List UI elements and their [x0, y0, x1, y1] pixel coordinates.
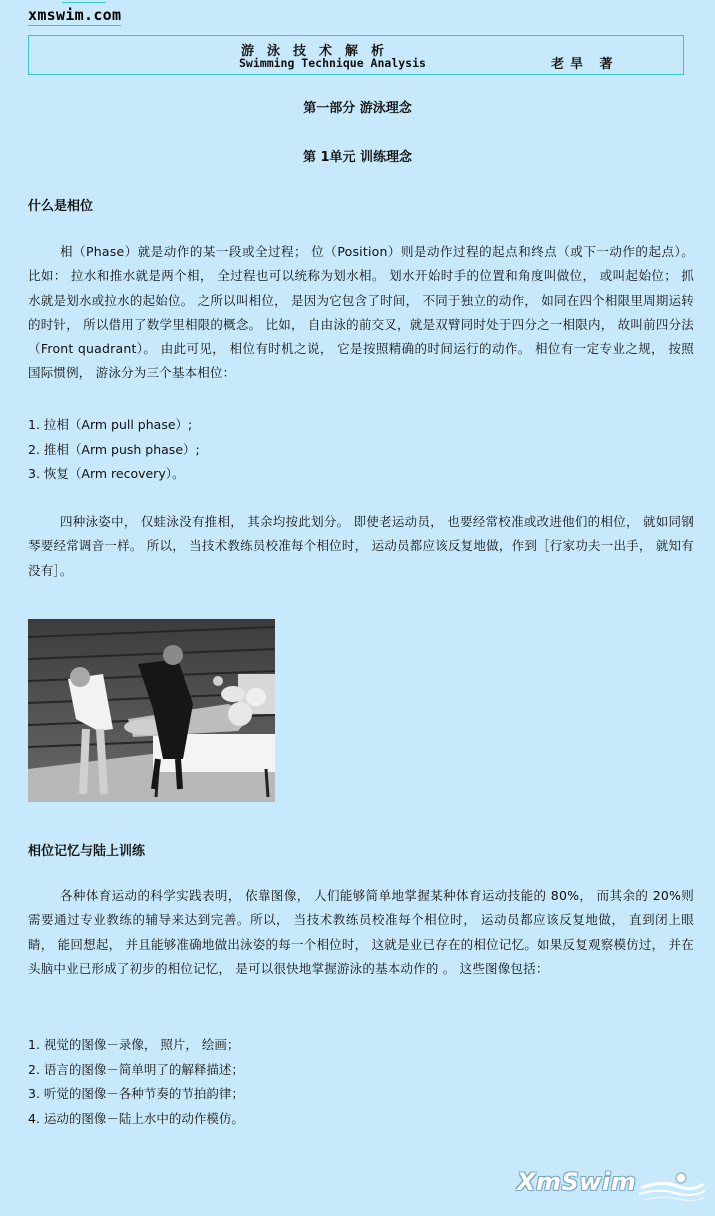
list-item: 1. 拉相（Arm pull phase）;: [28, 417, 193, 432]
section-heading-phase-memory: 相位记忆与陆上训练: [28, 844, 146, 859]
paragraph-calibration: 四种泳姿中， 仅蛙泳没有推相， 其余均按此划分。 即使老运动员， 也要经常校准或改进他们的相位， 就如同钢琴要经常调音一样。 所以， 当技术教练员校准每个相位时， 运动员都应该反复地做，作到［行家功夫一出手， 就知有没有］。: [28, 514, 694, 578]
list-item: 2. 语言的图像－简单明了的解释描述；: [28, 1061, 244, 1077]
section-heading-phase: 什么是相位: [28, 199, 94, 214]
header-box: [28, 35, 684, 75]
book-title-chinese: 游泳技术解析: [241, 44, 398, 59]
site-link[interactable]: xmswim.com: [28, 6, 122, 24]
author-credit: 老旱 著: [551, 57, 619, 72]
training-photo-drawing: [28, 619, 275, 802]
logo-text: XmSwim: [517, 1168, 637, 1196]
list-item: 3. 恢复（Arm recovery）。: [28, 466, 185, 481]
paragraph-phase-definition: 相（Phase）就是动作的某一段或全过程； 位（Position）则是动作过程的起点和终点（或下一动作的起点）。 比如： 拉水和推水就是两个相， 全过程也可以统称为划水相。 划水开始时手的位置和角度叫做位， 或叫起始位； 抓水就是划水或拉水的起始位。 之所以叫相位， 是因为它包含了时间， 不同于独立的动作， 如同在四个相限里周期运转的时针， 所以借用了数学里相限的概念。 比如， 自由泳的前交叉，就是双臂同时处于四分之一相限内， 故叫前四分法（Front quadrant）。 由此可见， 相位有时机之说， 它是按照精确的时间运行的动作。 相位有一定专业之规， 按照国际惯例， 游泳分为三个基本相位：: [28, 244, 694, 381]
unit-title: 第 1单元 训练理念: [302, 150, 413, 165]
site-link-overline: [62, 2, 106, 3]
list-item: 1. 视觉的图像－录像， 照片， 绘画；: [28, 1037, 240, 1052]
part-title: 第一部分 游泳理念: [303, 101, 412, 116]
book-title-english: Swimming Technique Analysis: [239, 56, 426, 70]
image-types-list: [28, 1033, 244, 1131]
list-item: 3. 听觉的图像－各种节奏的节拍韵律；: [28, 1086, 244, 1101]
paragraph-phase-memory: 各种体育运动的科学实践表明， 依靠图像， 人们能够简单地掌握某种体育运动技能的 80%， 而其余的 20%则需要通过专业教练的辅导来达到完善。所以， 当技术教练员校准每个相位时， 运动员都应该反复地做， 直到闭上眼睛， 能回想起， 并且能够准确地做出泳姿的每一个相位时， 这就是业已存在的相位记忆。如果反复观察模仿过， 并在头脑中业已形成了初步的相位记忆， 是可以很快地掌握游泳的基本动作的 。 这些图像包括：: [28, 888, 694, 976]
xmswim-logo: [517, 1168, 707, 1204]
swimmer-wave-icon: [637, 1170, 707, 1204]
training-photo: [28, 619, 275, 802]
phase-list: [28, 413, 200, 487]
list-item: 2. 推相（Arm push phase）;: [28, 441, 200, 457]
list-item: 4. 运动的图像－陆上水中的动作模仿。: [28, 1110, 244, 1126]
